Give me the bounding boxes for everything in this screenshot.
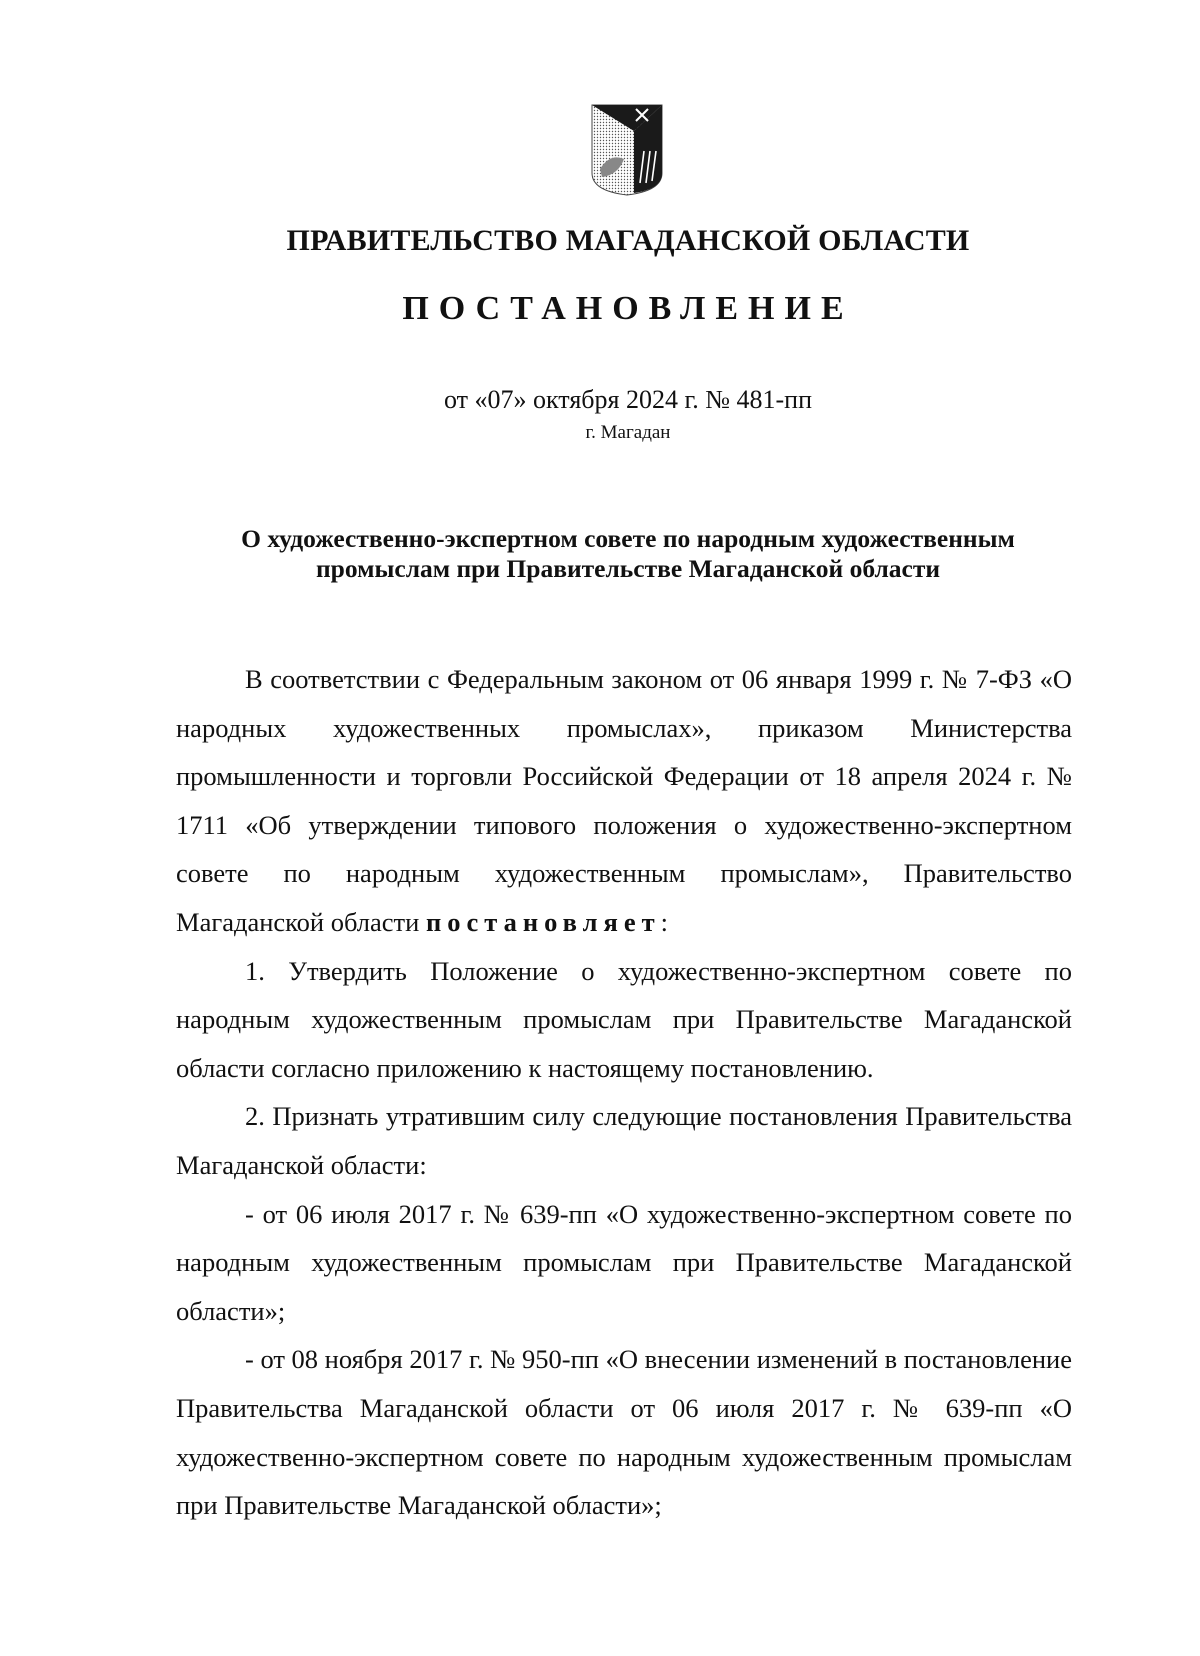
item-2a-paragraph: - от 06 июля 2017 г. № 639-пп «О художественно-экспертном совете по народным художественным промыслам при Правительстве Магаданской области»; (176, 1198, 1072, 1326)
preamble-paragraph (176, 655, 1072, 947)
subject-line-2: промыслам при Правительстве Магаданской области (315, 554, 941, 583)
coat-of-arms-emblem (590, 103, 664, 197)
document-date-number: от «07» октября 2024 г. № 481-пп (444, 385, 812, 414)
item-2-paragraph: 2. Признать утратившим силу следующие постановления Правительства Магаданской области: (176, 1101, 1072, 1180)
document-type: ПОСТАНОВЛЕНИЕ (402, 290, 854, 327)
resolves-colon: : (660, 906, 669, 937)
organization-name: ПРАВИТЕЛЬСТВО МАГАДАНСКОЙ ОБЛАСТИ (286, 224, 970, 257)
item-1-paragraph: 1. Утвердить Положение о художественно-экспертном совете по народным художественным промыслам при Правительстве Магаданской области согласно приложению к настоящему постановлению. (176, 955, 1072, 1083)
document-subject (130, 524, 1126, 584)
resolves-word: постановляет (425, 906, 661, 937)
subject-line-1: О художественно-экспертном совете по народным художественным (241, 524, 1015, 553)
document-city: г. Магадан (585, 422, 671, 443)
item-2b-paragraph: - от 08 ноября 2017 г. № 950-пп «О внесении изменений в постановление Правительства Магаданской области от 06 июля 2017 г. № 639-пп «О художественно-экспертном совете по народным художественным промыслам при Правительстве Магаданской области»; (176, 1344, 1072, 1521)
document-body (176, 655, 1072, 1530)
preamble-text: В соответствии с Федеральным законом от 06 января 1999 г. № 7-ФЗ «О народных художественных промыслах», приказом Министерства промышленности и торговли Российской Федерации от 18 апреля 2024 г. № 1711 «Об утверждении типового положения о художественно-экспертном совете по народным художественным промыслам», Правительство Магаданской области (176, 664, 1072, 937)
